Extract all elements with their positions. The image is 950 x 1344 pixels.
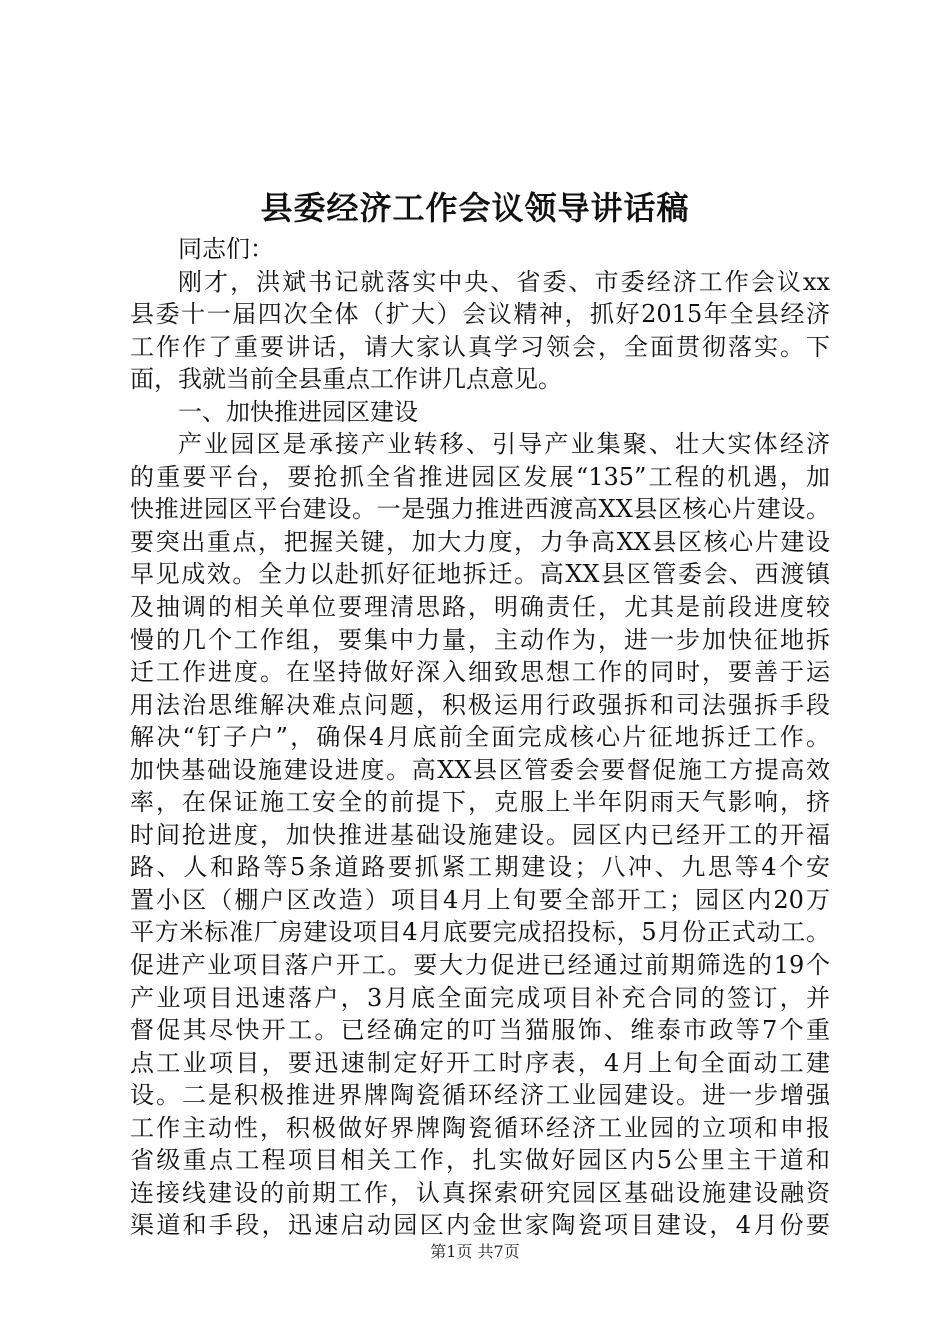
- body-line: 迁工作进度。在坚持做好深入细致思想工作的同时，要善于运: [130, 658, 830, 687]
- document-title: 县委经济工作会议领导讲话稿: [260, 189, 690, 227]
- body-line: 督促其尽快开工。已经确定的叮当猫服饰、维泰市政等7个重: [130, 1016, 830, 1045]
- body-line: 点工业项目，要迅速制定好开工时序表，4月上旬全面动工建: [130, 1048, 830, 1077]
- page-footer: 第1页 共7页: [430, 1242, 520, 1261]
- body-line: 刚才，洪斌书记就落实中央、省委、市委经济工作会议xx: [178, 267, 830, 296]
- body-line: 率，在保证施工安全的前提下，克服上半年阴雨天气影响，挤: [130, 788, 830, 817]
- body-line: 渠道和手段，迅速启动园区内金世家陶瓷项目建设，4月份要: [130, 1211, 830, 1240]
- body-line: 路、人和路等5条道路要抓紧工期建设；八冲、九思等4个安: [130, 853, 830, 882]
- body-line: 一、加快推进园区建设: [178, 397, 418, 426]
- body-line: 同志们：: [178, 235, 274, 263]
- body-line: 促进产业项目落户开工。要大力促进已经通过前期筛选的19个: [130, 951, 830, 980]
- body-line: 工作主动性，积极做好界牌陶瓷循环经济工业园的立项和申报: [130, 1113, 830, 1142]
- body-line: 快推进园区平台建设。一是强力推进西渡高XX县区核心片建设。: [130, 495, 830, 524]
- document-body: [130, 233, 830, 1242]
- body-line: 工作作了重要讲话，请大家认真学习领会，全面贯彻落实。下: [130, 332, 830, 361]
- body-line: 用法治思维解决难点问题，积极运用行政强拆和司法强拆手段: [130, 690, 830, 719]
- body-line: 解决“钉子户”，确保4月底前全面完成核心片征地拆迁工作。: [130, 723, 830, 752]
- body-line: 加快基础设施建设进度。高XX县区管委会要督促施工方提高效: [130, 755, 830, 784]
- body-line: 平方米标准厂房建设项目4月底要完成招投标，5月份正式动工。: [130, 918, 830, 947]
- body-line: 的重要平台，要抢抓全省推进园区发展“135”工程的机遇，加: [130, 462, 830, 491]
- body-line: 及抽调的相关单位要理清思路，明确责任，尤其是前段进度较: [130, 593, 830, 622]
- body-line: 设。二是积极推进界牌陶瓷循环经济工业园建设。进一步增强: [130, 1081, 830, 1110]
- body-line: 置小区（棚户区改造）项目4月上旬要全部开工；园区内20万: [130, 885, 830, 914]
- body-line: 产业园区是承接产业转移、引导产业集聚、壮大实体经济: [178, 430, 830, 459]
- body-line: 产业项目迅速落户，3月底全面完成项目补充合同的签订，并: [130, 983, 830, 1012]
- body-line: 早见成效。全力以赴抓好征地拆迁。高XX县区管委会、西渡镇: [130, 560, 830, 589]
- body-line: 省级重点工程项目相关工作，扎实做好园区内5公里主干道和: [130, 1146, 830, 1175]
- body-line: 连接线建设的前期工作，认真探索研究园区基础设施建设融资: [130, 1178, 830, 1207]
- body-line: 面，我就当前全县重点工作讲几点意见。: [130, 365, 562, 394]
- body-line: 县委十一届四次全体（扩大）会议精神，抓好2015年全县经济: [130, 300, 830, 329]
- body-line: 时间抢进度，加快推进基础设施建设。园区内已经开工的开福: [130, 820, 830, 849]
- body-line: 慢的几个工作组，要集中力量，主动作为，进一步加快征地拆: [130, 625, 830, 654]
- body-line: 要突出重点，把握关键，加大力度，力争高XX县区核心片建设: [130, 527, 830, 556]
